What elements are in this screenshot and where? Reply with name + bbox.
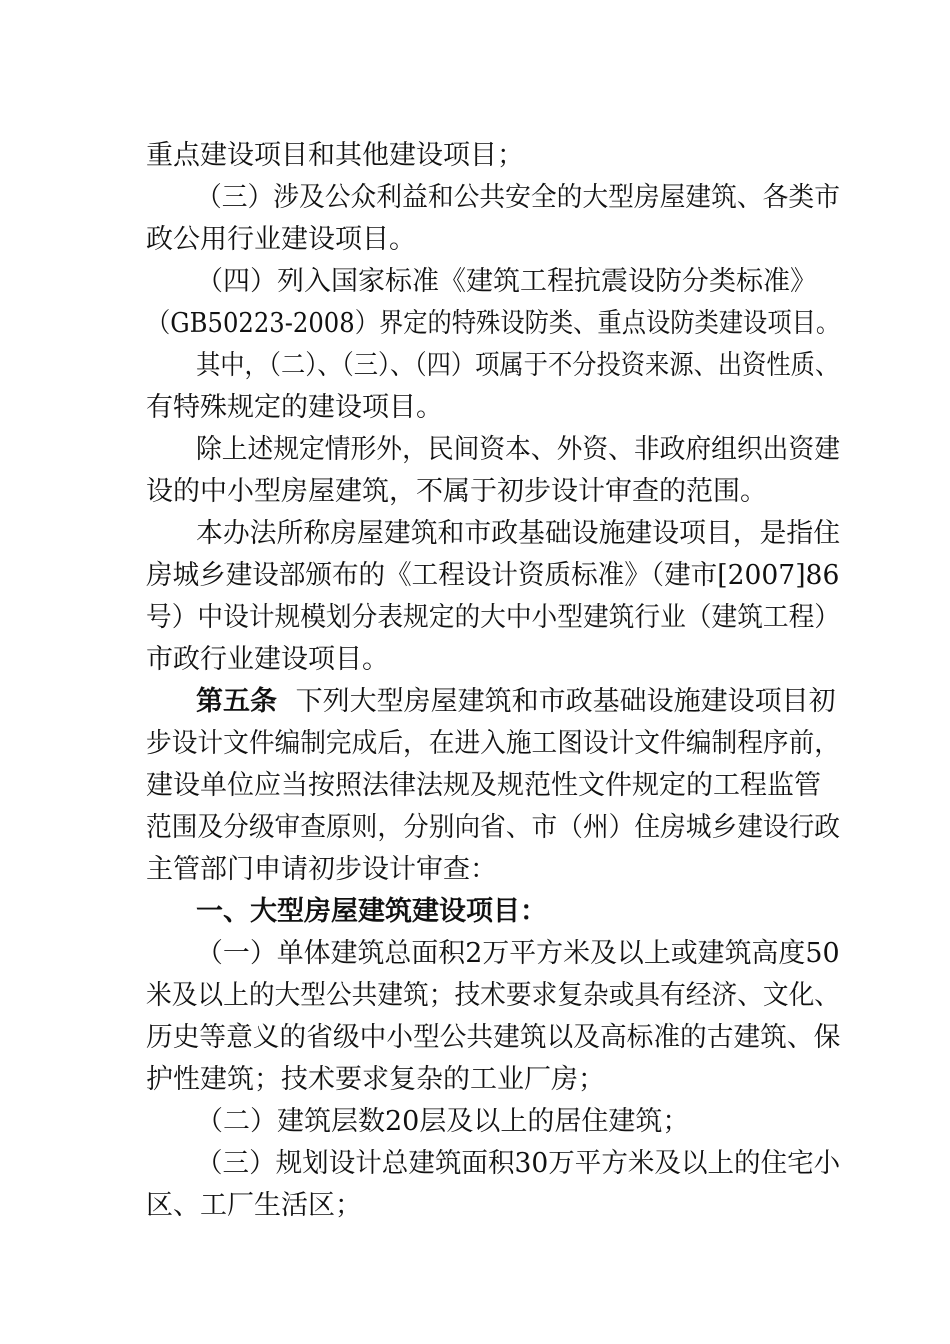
article-5-first-line: [196, 686, 836, 718]
text-line: 市政行业建设项目。: [146, 644, 389, 675]
text-line: 历史等意义的省级中小型公共建筑以及高标准的古建筑、保: [146, 1022, 841, 1053]
article-5-title: 第五条: [196, 686, 277, 717]
text-line: 房城乡建设部颁布的《工程设计资质标准》（建市[2007]86: [146, 560, 840, 591]
text-line: 设的中小型房屋建筑，不属于初步设计审查的范围。: [146, 476, 767, 507]
text-line: 有特殊规定的建设项目。: [146, 392, 443, 423]
list-item: （三）规划设计总建筑面积30万平方米及以上的住宅小: [196, 1148, 841, 1179]
text-line: （GB50223-2008）界定的特殊设防类、重点设防类建设项目。: [146, 308, 841, 339]
text-line: 政公用行业建设项目。: [146, 224, 416, 255]
text-line: 步设计文件编制完成后，在进入施工图设计文件编制程序前，: [146, 728, 841, 759]
article-5-text: 下列大型房屋建筑和市政基础设施建设项目初: [295, 686, 836, 717]
text-line: （三）涉及公众利益和公共安全的大型房屋建筑、各类市: [196, 182, 840, 213]
text-line: 重点建设项目和其他建设项目；: [146, 140, 524, 171]
text-line: 范围及分级审查原则，分别向省、市（州）住房城乡建设行政: [146, 812, 841, 843]
text-line: 除上述规定情形外，民间资本、外资、非政府组织出资建: [196, 434, 840, 465]
text-line: 护性建筑；技术要求复杂的工业厂房；: [146, 1064, 605, 1095]
text-line: 建设单位应当按照法律法规及规范性文件规定的工程监管: [146, 770, 821, 801]
text-line: 本办法所称房屋建筑和市政基础设施建设项目，是指住: [196, 518, 841, 549]
list-item: （二）建筑层数20层及以上的居住建筑；: [196, 1106, 690, 1137]
text-line: 米及以上的大型公共建筑；技术要求复杂或具有经济、文化、: [146, 980, 841, 1011]
text-line: 其中，（二）、（三）、（四）项属于不分投资来源、出资性质、: [196, 350, 840, 381]
text-line: （四）列入国家标准《建筑工程抗震设防分类标准》: [196, 266, 817, 297]
section-heading: 一、大型房屋建筑建设项目：: [196, 896, 547, 927]
text-line: 区、工厂生活区；: [146, 1190, 362, 1221]
list-item: （一）单体建筑总面积2万平方米及以上或建筑高度50: [196, 938, 840, 969]
text-line: 号）中设计规模划分表规定的大中小型建筑行业（建筑工程）: [146, 602, 841, 633]
text-line: 主管部门申请初步设计审查：: [146, 854, 497, 885]
